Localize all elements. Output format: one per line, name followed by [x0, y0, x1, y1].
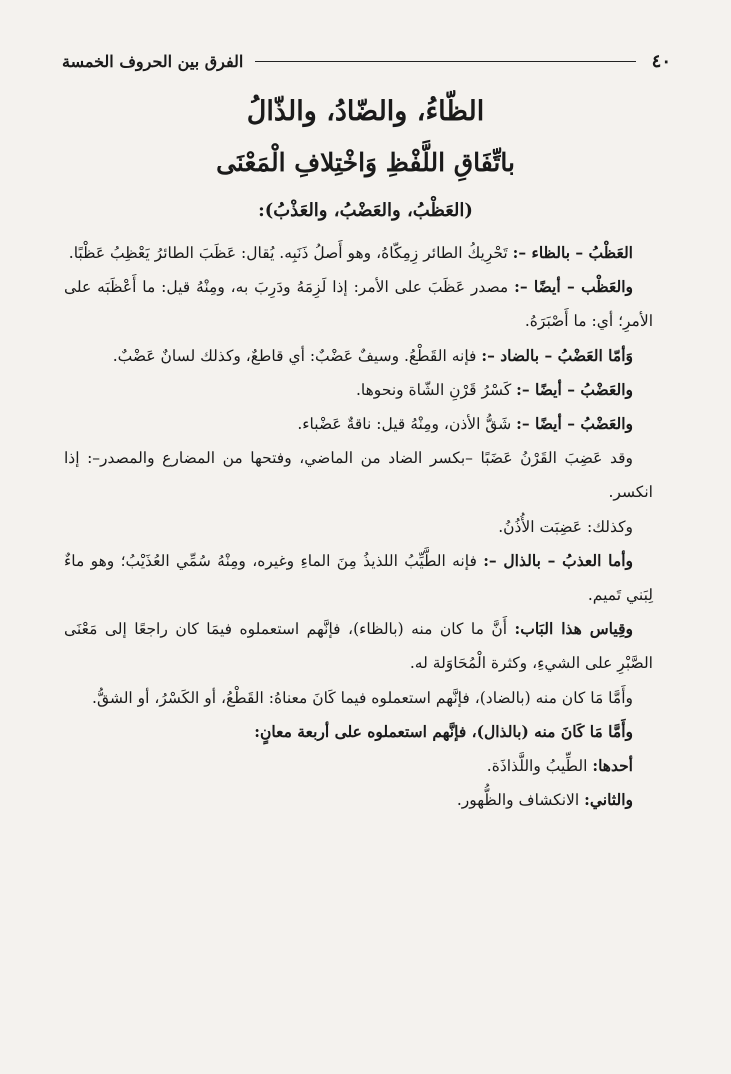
paragraph [64, 715, 653, 749]
paragraph-term: أحدها: [592, 756, 633, 776]
paragraph [64, 236, 653, 270]
paragraph [64, 681, 653, 715]
paragraph [64, 270, 653, 338]
paragraph-text: فإنه القَطْعُ. وسيفٌ عَضْبٌ: أي قاطعٌ، وكذلك لسانٌ عَضْبٌ. [112, 346, 482, 365]
paragraph [64, 544, 653, 612]
paragraph [64, 407, 653, 441]
paragraph-text: وأَمَّا مَا كان منه (بالضاد)، فإنَّهم استعملوه فيما كَانَ معناهُ: القَطْعُ، أو الكَسْرُ، أو الشقُّ. [92, 688, 633, 707]
page-header [62, 48, 671, 74]
paragraph-term: والعَظْب – أيضًا –: [514, 277, 633, 297]
paragraph-text: كَسْرُ قَرْنِ الشّاة ونحوها. [355, 380, 517, 399]
chapter-subtitle: باتِّفَاقِ اللَّفْظِ وَاخْتِلافِ الْمَعْنَى [216, 148, 515, 177]
paragraph-term: والعَضْبُ – أيضًا –: [516, 414, 633, 434]
body-text [64, 236, 653, 817]
paragraph [64, 339, 653, 373]
paragraph-term: والعَضْبُ – أيضًا –: [516, 379, 633, 399]
paragraph-term: وقِياس هذا البَاب: [514, 619, 633, 639]
paragraph [64, 441, 653, 509]
paragraph-term: وَأمّا العَضْبُ – بالضاد –: [481, 345, 633, 365]
paragraph-term: والثاني: [584, 790, 633, 810]
paragraph-term: العَظْبُ – بالظاء –: [512, 243, 633, 262]
paragraph-text: الطِّيبُ واللَّذاذَة. [486, 757, 593, 776]
paragraph-text: وكذلك: عَضِبَت الأُذُنُ. [498, 517, 633, 536]
section-heading: (العَظْبُ، والعَضْبُ، والعَذْبُ): [258, 200, 473, 221]
paragraph-term: وأَمَّا مَا كَانَ منه (بالذال)، فإنَّهم استعملوه على أربعة معانٍ: [254, 721, 633, 741]
paragraph [64, 510, 653, 544]
header-rule [255, 61, 635, 62]
paragraph-text: شَقُّ الأذن، ومِنْهُ قيل: ناقةٌ عَضْباء. [297, 415, 517, 434]
page-number: ٤٠ [651, 50, 671, 72]
paragraph-text: وقد عَضِبَ القَرْنُ عَضَبًا –بكسر الضاد من الماضي، وفتحها من المضارع والمصدر–: إذا انكسر. [64, 449, 653, 502]
paragraph [64, 612, 653, 680]
paragraph-text: مصدر عَظَبَ على الأمر: إذا لَزِمَهُ ودَرِبَ به، ومِنْهُ قيل: ما أَعْظَبَه على الأمرِ؛ أي: ما أَصْبَرَهُ. [64, 278, 653, 331]
paragraph [64, 783, 653, 817]
paragraph [64, 749, 653, 783]
paragraph-text: فإنه الطَّيِّبُ اللذيذُ مِنَ الماءِ وغيره، ومِنْهُ سُمِّي العُذَيْبُ؛ وهو ماءٌ لِبَني تَميم. [64, 551, 653, 605]
paragraph-text: أَنَّ ما كان منه (بالظاء)، فإنَّهم استعملوه فيمَا كان راجعًا إلى مَعْنَى الصَّبْرِ على الشيءِ، وكثرة الْمُحَاوَلة له. [64, 620, 653, 673]
paragraph-text: تَحْرِيكُ الطائر زِمِكّاهُ، وهو أَصلُ ذَنَبِه. يُقال: عَظَبَ الطائرُ يَعْظِبُ عَظْبًا. [68, 244, 513, 262]
paragraph-term: وأما العذبُ – بالذال –: [483, 550, 633, 570]
chapter-title: الظّاءُ، والضّادُ، والذّالُ [246, 96, 485, 127]
paragraph [64, 373, 653, 407]
paragraph-text: الانكشاف والظُّهور. [456, 791, 585, 810]
running-title: الفرق بين الحروف الخمسة [62, 51, 244, 71]
